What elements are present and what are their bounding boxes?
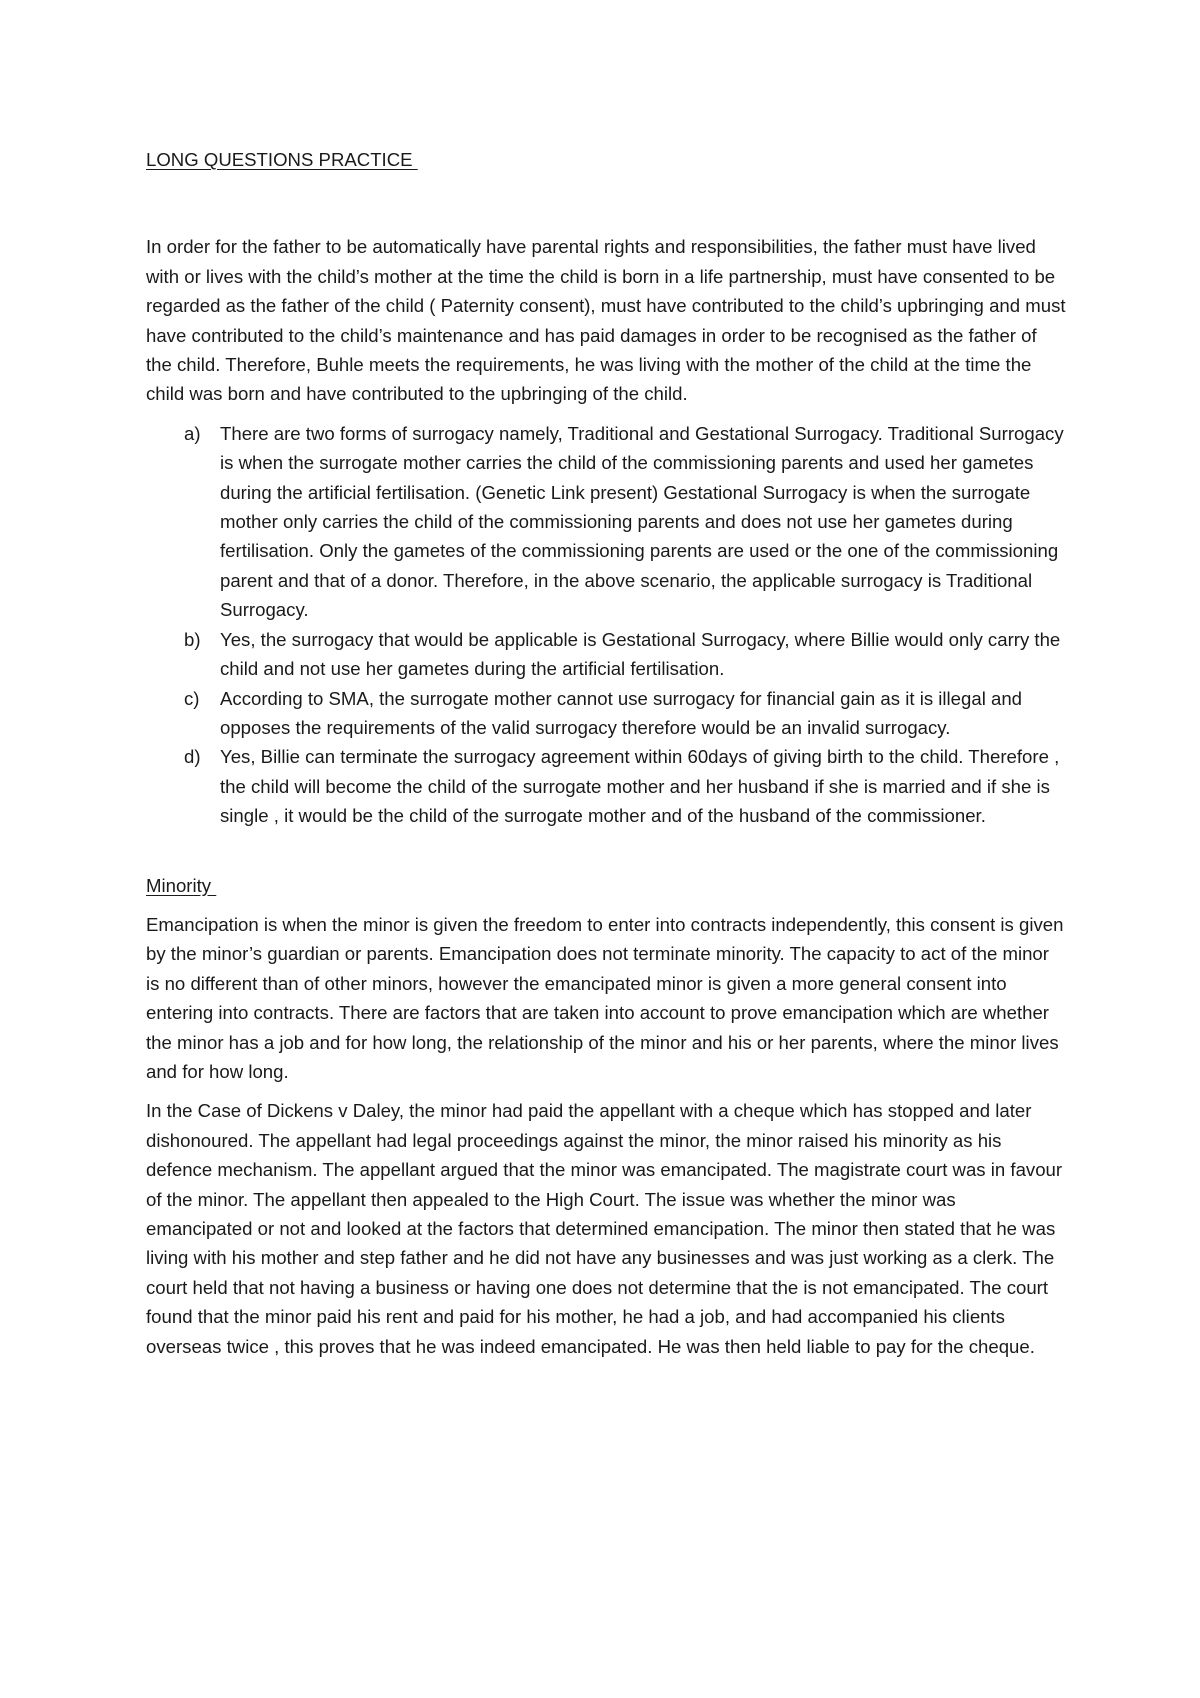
answer-item-d bbox=[146, 742, 1066, 830]
answer-text: Yes, Billie can terminate the surrogacy agreement within 60days of giving birth to the child. Therefore , the child will become the child of the surrogate mother and her husband if she is married and if she is single , it would be the child of the surrogate mother and of the husband of the commissioner. bbox=[220, 746, 1060, 827]
page-title: LONG QUESTIONS PRACTICE bbox=[146, 149, 418, 170]
list-marker: c) bbox=[184, 687, 200, 709]
minority-paragraph: Emancipation is when the minor is given the freedom to enter into contracts independently, this consent is given by the minor’s guardian or parents. Emancipation does not terminate minority. The capacity to act of the minor is no different than of other minors, however the emancipated minor is given a more general consent into entering into contracts. There are factors that are taken into account to prove emancipation which are whether the minor has a job and for how long, the relationship of the minor and his or her parents, where the minor lives and for how long. bbox=[146, 913, 1064, 1082]
answer-text: According to SMA, the surrogate mother cannot use surrogacy for financial gain as it is illegal and opposes the requirements of the valid surrogacy therefore would be an invalid surrogacy. bbox=[220, 687, 1023, 738]
answer-item-c bbox=[146, 684, 1066, 743]
list-marker: d) bbox=[184, 746, 201, 768]
list-marker: a) bbox=[184, 422, 201, 444]
case-paragraph: In the Case of Dickens v Daley, the minor had paid the appellant with a cheque which has stopped and later dishonoured. The appellant had legal proceedings against the minor, the minor raised his minority as his defence mechanism. The appellant argued that the minor was emancipated. The magistrate court was in favour of the minor. The appellant then appealed to the High Court. The issue was whether the minor was emancipated or not and looked at the factors that determined emancipation. The minor then stated that he was living with his mother and step father and he did not have any businesses and was just working as a clerk. The court held that not having a business or having one does not determine that the is not emancipated. The court found that the minor paid his rent and paid for his mother, he had a job, and had accompanied his clients overseas twice , this proves that he was indeed emancipated. He was then held liable to pay for the cheque. bbox=[146, 1100, 1063, 1357]
intro-paragraph: In order for the father to be automatically have parental rights and responsibilities, the father must have lived with or lives with the child’s mother at the time the child is born in a life partnership, must have consented to be regarded as the father of the child ( Paternity consent), must have contributed to the child’s upbringing and must have contributed to the child’s maintenance and has paid damages in order to be recognised as the father of the child. Therefore, Buhle meets the requirements, he was living with the mother of the child at the time the child was born and have contributed to the upbringing of the child. bbox=[146, 236, 1066, 405]
document-body bbox=[146, 145, 1066, 1361]
answer-text: Yes, the surrogacy that would be applicable is Gestational Surrogacy, where Billie would only carry the child and not use her gametes during the artificial fertilisation. bbox=[220, 628, 1061, 680]
section-heading-minority: Minority bbox=[146, 874, 217, 896]
answer-text: There are two forms of surrogacy namely, Traditional and Gestational Surrogacy. Traditional Surrogacy is when the surrogate mother carries the child of the commissioning parents and used her gametes during the artificial fertilisation. (Genetic Link present) Gestational Surrogacy is when the surrogate mother only carries the child of the commissioning parents and does not use her gametes during fertilisation. Only the gametes of the commissioning parents are used or the one of the commissioning parent and that of a donor. Therefore, in the above scenario, the applicable surrogacy is Traditional Surrogacy. bbox=[220, 422, 1064, 621]
answer-item-b bbox=[146, 625, 1066, 684]
answer-list bbox=[146, 419, 1066, 831]
answer-item-a bbox=[146, 419, 1066, 625]
list-marker: b) bbox=[184, 628, 201, 650]
